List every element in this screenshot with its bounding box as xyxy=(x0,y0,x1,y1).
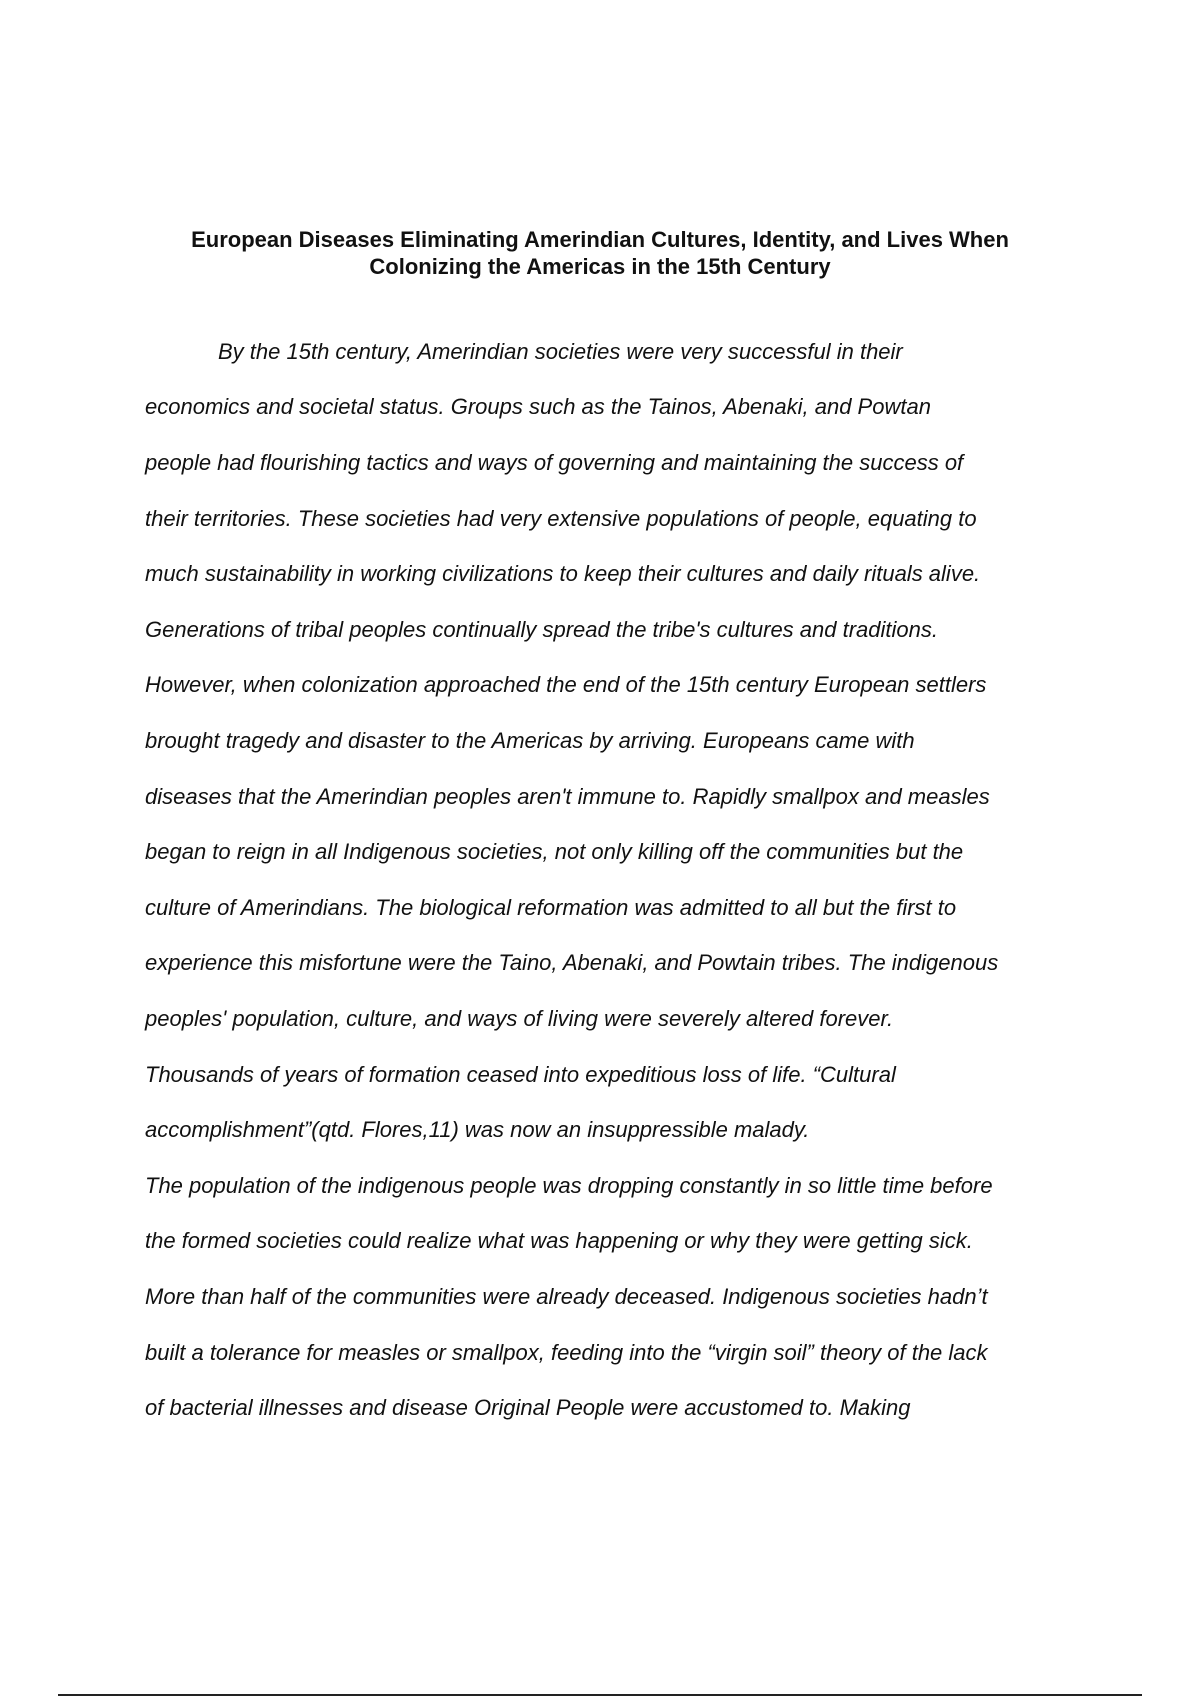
text-line: However, when colonization approached the end of the 15th century European settlers xyxy=(145,672,987,697)
document-title xyxy=(120,226,1080,280)
text-line: diseases that the Amerindian peoples aren't immune to. Rapidly smallpox and measles xyxy=(145,784,990,809)
text-line: experience this misfortune were the Taino, Abenaki, and Powtain tribes. The indigenous xyxy=(145,950,999,975)
text-line: More than half of the communities were already deceased. Indigenous societies hadn’t xyxy=(145,1284,988,1309)
text-line: their territories. These societies had very extensive populations of people, equating to xyxy=(145,506,977,531)
text-line: Generations of tribal peoples continually spread the tribe's cultures and traditions. xyxy=(145,617,938,642)
text-line: Thousands of years of formation ceased into expeditious loss of life. “Cultural xyxy=(145,1062,896,1087)
text-line: of bacterial illnesses and disease Original People were accustomed to. Making xyxy=(145,1395,911,1420)
text-line: By the 15th century, Amerindian societies were very successful in their xyxy=(218,339,903,364)
text-line: built a tolerance for measles or smallpox, feeding into the “virgin soil” theory of the lack xyxy=(145,1340,988,1365)
text-line: culture of Amerindians. The biological reformation was admitted to all but the first to xyxy=(145,895,957,920)
text-line: economics and societal status. Groups such as the Tainos, Abenaki, and Powtan xyxy=(145,394,931,419)
text-line: peoples' population, culture, and ways of living were severely altered forever. xyxy=(145,1006,894,1031)
page-bottom-divider xyxy=(58,1694,1142,1696)
title-line: Colonizing the Americas in the 15th Century xyxy=(369,254,831,279)
title-line: European Diseases Eliminating Amerindian Cultures, Identity, and Lives When xyxy=(191,227,1009,252)
text-line: The population of the indigenous people was dropping constantly in so little time before xyxy=(145,1173,993,1198)
text-line: people had flourishing tactics and ways of governing and maintaining the success of xyxy=(145,450,964,475)
text-line: began to reign in all Indigenous societies, not only killing off the communities but the xyxy=(145,839,964,864)
text-line: much sustainability in working civilizations to keep their cultures and daily rituals alive. xyxy=(145,561,981,586)
text-line: accomplishment”(qtd. Flores,11) was now an insuppressible malady. xyxy=(145,1117,810,1142)
text-line: the formed societies could realize what was happening or why they were getting sick. xyxy=(145,1228,973,1253)
text-line: brought tragedy and disaster to the Americas by arriving. Europeans came with xyxy=(145,728,915,753)
